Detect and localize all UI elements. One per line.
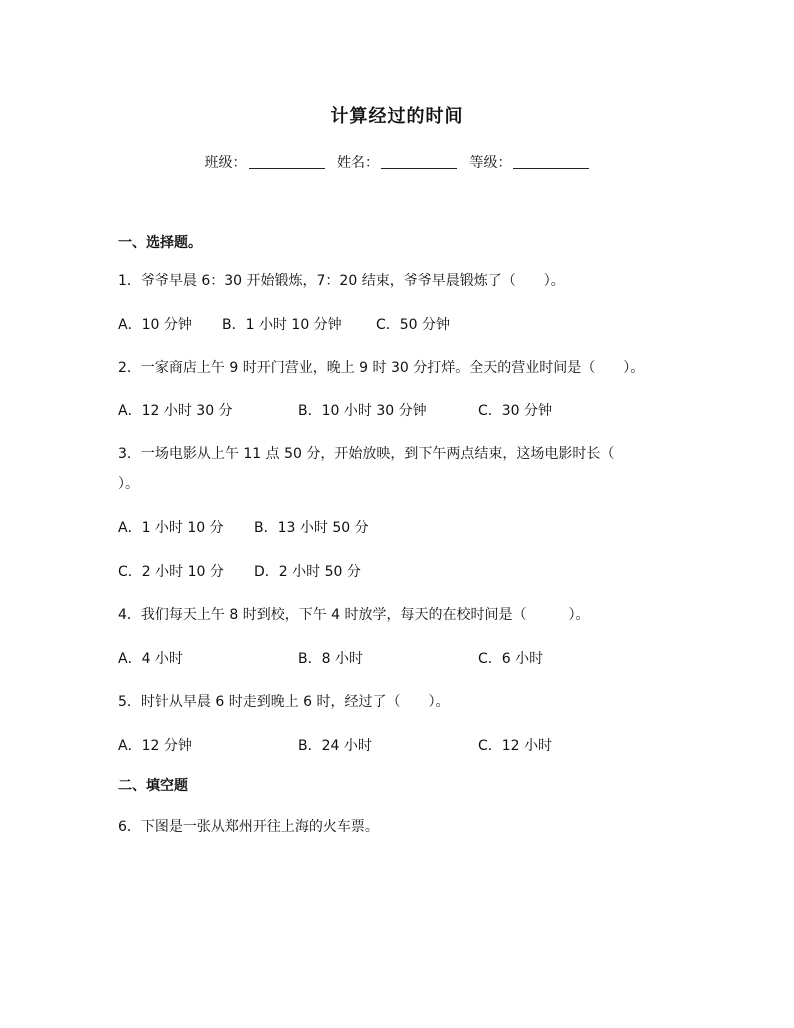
class-field — [205, 152, 325, 172]
section1-heading: 一、选择题。 — [118, 235, 202, 251]
grade-field — [469, 152, 589, 172]
question-6: 6．下图是一张从郑州开往上海的火车票。 — [118, 819, 379, 835]
question-2: 2．一家商店上午 9 时开门营业，晚上 9 时 30 分打烊。全天的营业时间是（ ）。 — [118, 360, 645, 376]
q5-option-b[interactable]: B．24 小时 — [298, 738, 372, 754]
question-1: 1．爷爷早晨 6：30 开始锻炼，7：20 结束，爷爷早晨锻炼了（ ）。 — [118, 273, 565, 289]
question-5: 5．时针从早晨 6 时走到晚上 6 时，经过了（ ）。 — [118, 694, 450, 710]
name-blank[interactable] — [381, 154, 457, 169]
q2-option-a[interactable]: A．12 小时 30 分 — [118, 403, 233, 419]
name-field — [337, 152, 457, 172]
q1-option-c[interactable]: C．50 分钟 — [376, 317, 451, 333]
question-3-line1: 3．一场电影从上午 11 点 50 分，开始放映，到下午两点结束，这场电影时长（ — [118, 446, 615, 462]
q4-option-b[interactable]: B．8 小时 — [298, 651, 363, 667]
class-label: 班级： — [204, 155, 247, 171]
page-title: 计算经过的时间 — [330, 106, 464, 127]
q2-option-b[interactable]: B．10 小时 30 分钟 — [298, 403, 427, 419]
q1-option-a[interactable]: A．10 分钟 — [118, 317, 192, 333]
section2-heading: 二、填空题 — [118, 778, 188, 794]
name-label: 姓名： — [337, 155, 379, 171]
grade-label: 等级： — [469, 155, 512, 171]
q1-option-b[interactable]: B．1 小时 10 分钟 — [222, 317, 342, 333]
student-info-row — [0, 152, 794, 172]
class-blank[interactable] — [249, 154, 325, 169]
q5-option-c[interactable]: C．12 小时 — [478, 738, 553, 754]
q3-option-b[interactable]: B．13 小时 50 分 — [254, 520, 369, 536]
q3-option-c[interactable]: C．2 小时 10 分 — [118, 564, 224, 580]
question-4: 4．我们每天上午 8 时到校，下午 4 时放学，每天的在校时间是（ ）。 — [118, 607, 590, 623]
q4-option-a[interactable]: A．4 小时 — [118, 651, 183, 667]
question-3-line2: ）。 — [118, 476, 139, 492]
q4-option-c[interactable]: C．6 小时 — [478, 651, 544, 667]
q5-option-a[interactable]: A．12 分钟 — [118, 738, 192, 754]
q3-option-a[interactable]: A．1 小时 10 分 — [118, 520, 224, 536]
grade-blank[interactable] — [513, 154, 589, 169]
q2-option-c[interactable]: C．30 分钟 — [478, 403, 553, 419]
q3-option-d[interactable]: D．2 小时 50 分 — [254, 564, 361, 580]
